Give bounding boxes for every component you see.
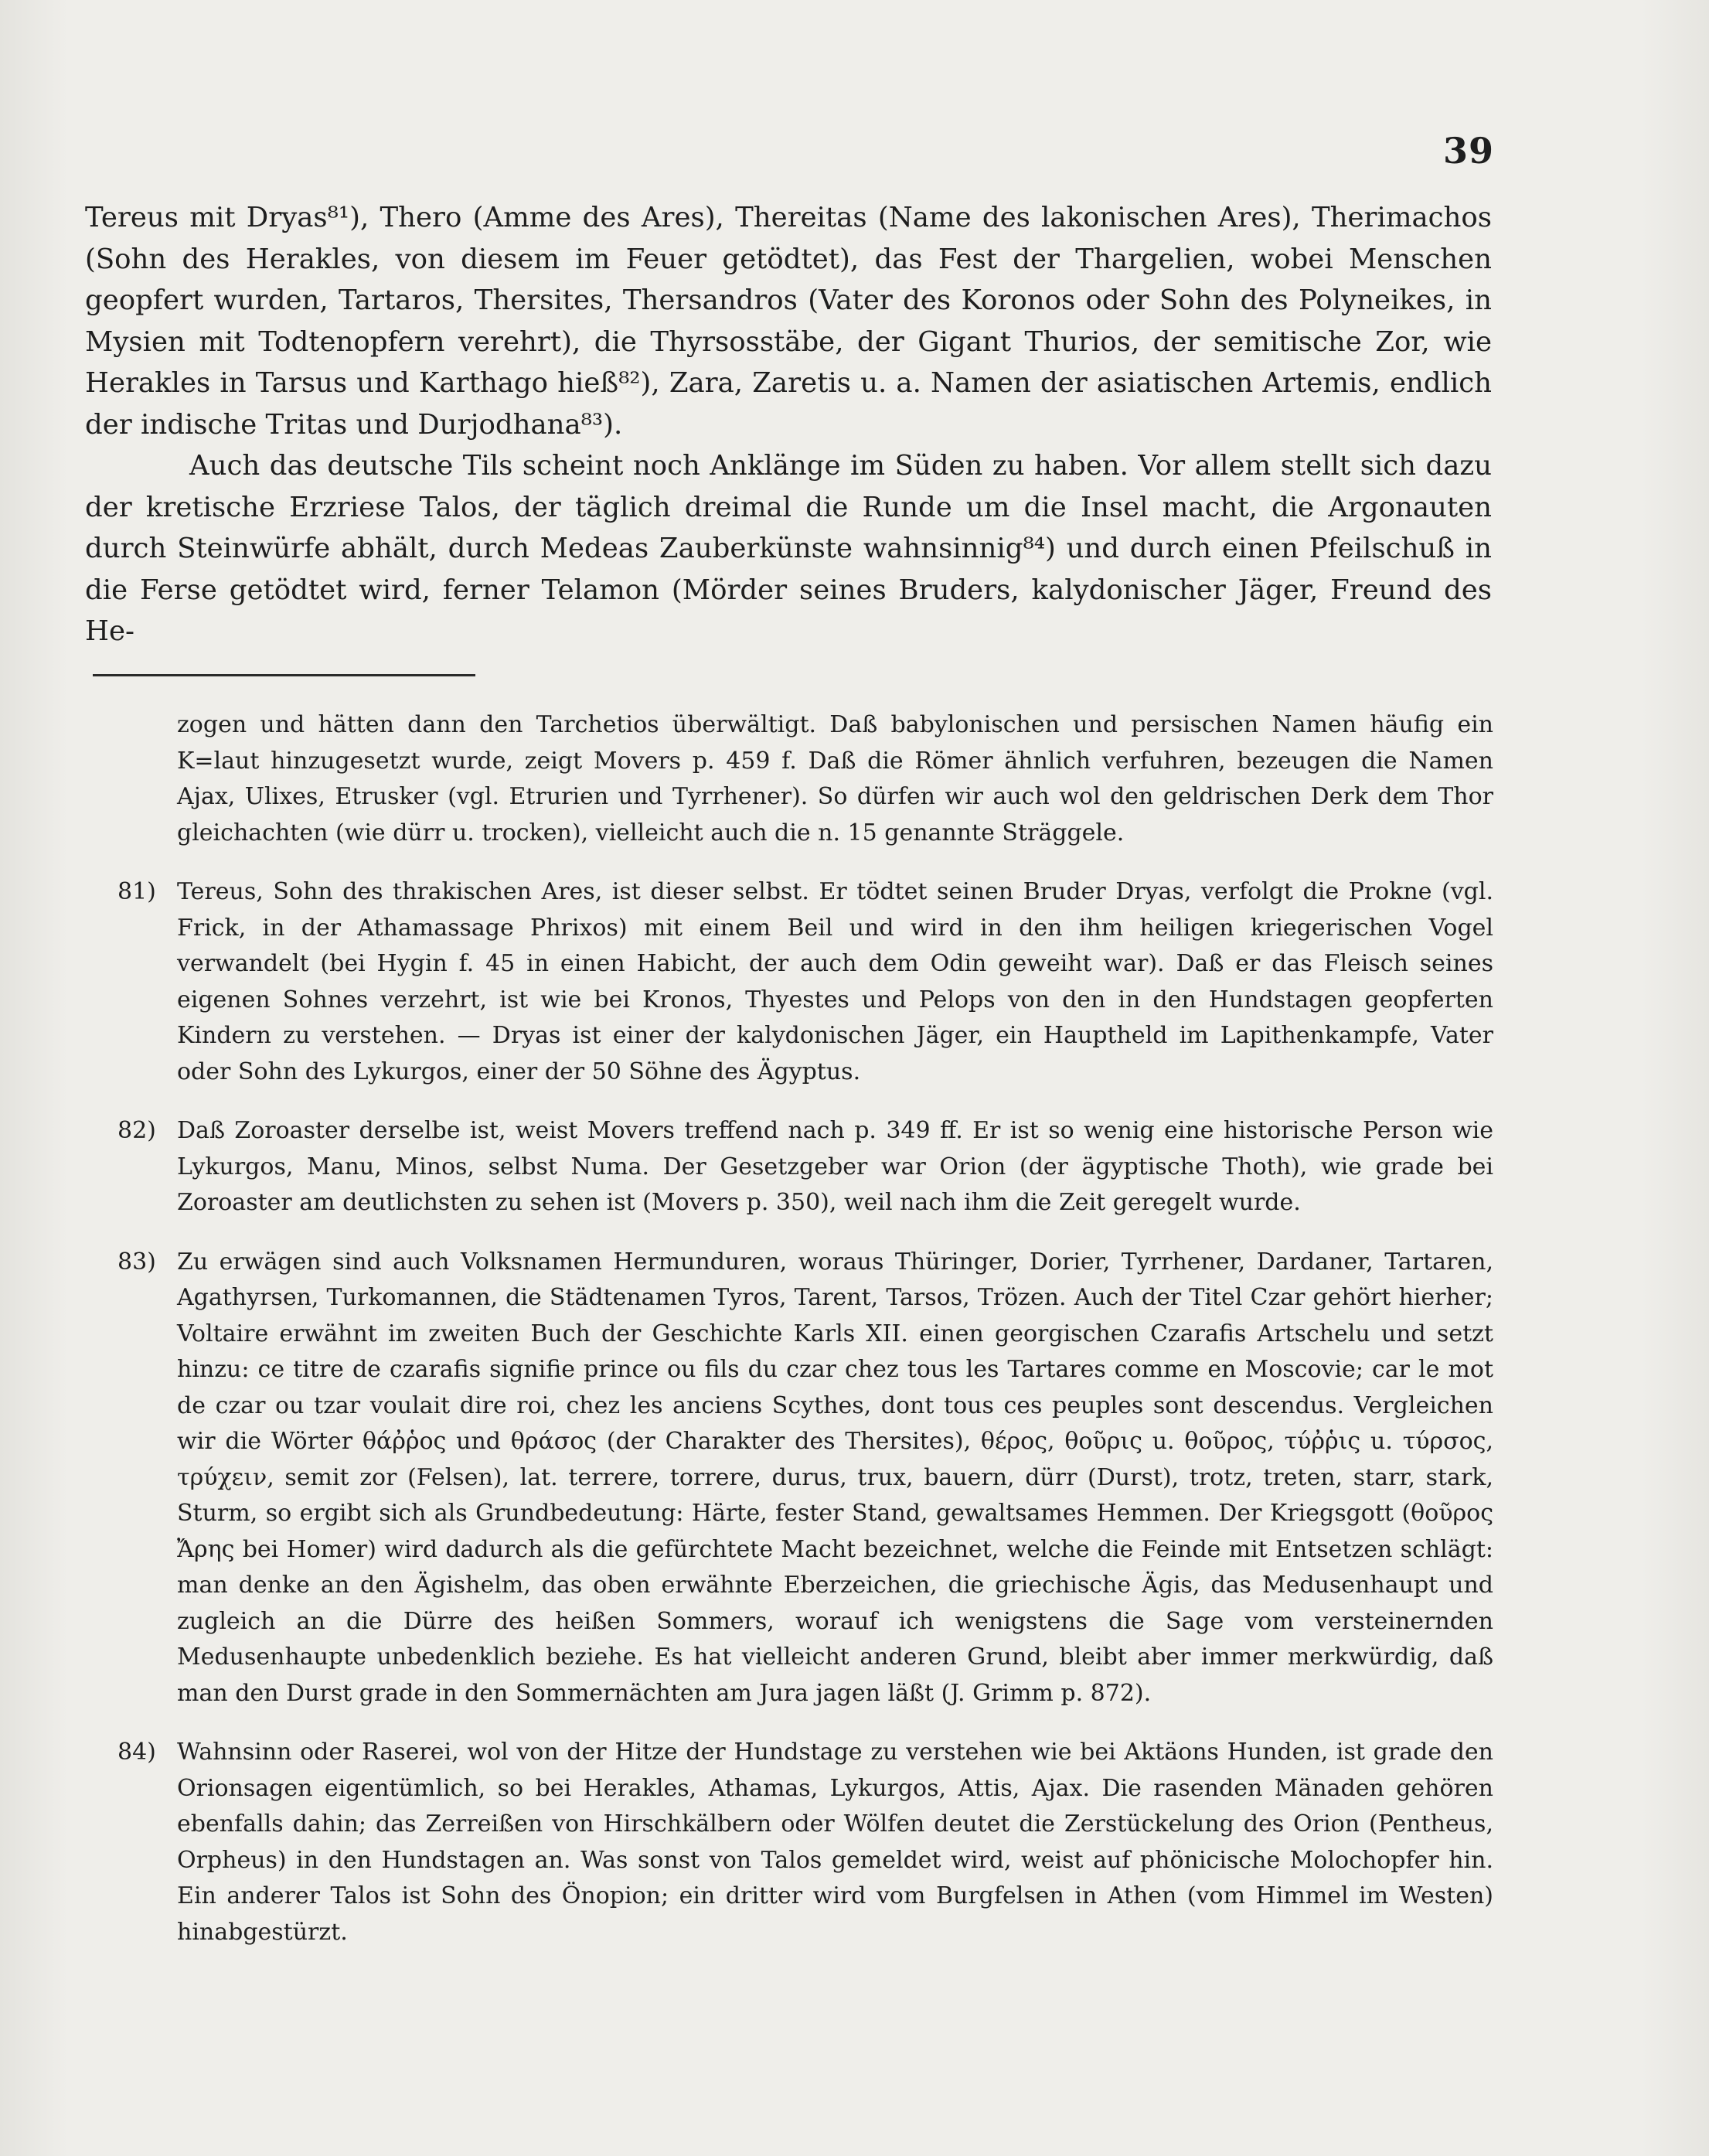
main-text bbox=[85, 197, 1492, 652]
footnote-text: Wahnsinn oder Raserei, wol von der Hitze der Hundstage zu verstehen wie bei Aktäons Hunden, ist grade den Orionsagen eigentümlich, so bei Herakles, Athamas, Lykurgos, Attis, Ajax. Die rasenden Mänaden gehören ebenfalls dahin; das Zerreißen von Hirschkälbern oder Wölfen deutet die Zerstückelung des Orion (Pentheus, Orpheus) in den Hundstagen an. Was sonst von Talos gemeldet wird, weist auf phönicische Molochopfer hin. Ein anderer Talos ist Sohn des Önopion; ein dritter wird vom Burgfelsen in Athen (vom Himmel im Westen) hinabgestürzt. bbox=[177, 1739, 1493, 1946]
footnote-text: zogen und hätten dann den Tarchetios überwältigt. Daß babylonischen und persischen Namen häufig ein K=laut hinzugesetzt wurde, zeigt Movers p. 459 f. Daß die Römer ähnlich verfuhren, bezeugen die Namen Ajax, Ulixes, Etrusker (vgl. Etrurien und Tyrrhener). So dürfen wir auch wol den geldrischen Derk dem Thor gleichachten (wie dürr u. trocken), vielleicht auch die n. 15 genannte Sträggele. bbox=[177, 711, 1493, 846]
footnote-separator bbox=[93, 674, 475, 676]
footnote-text: Zu erwägen sind auch Volksnamen Hermunduren, woraus Thüringer, Dorier, Tyrrhener, Dardaner, Tartaren, Agathyrsen, Turkomannen, die Städtenamen Tyros, Tarent, Tarsos, Trözen. Auch der Titel Czar gehört hierher; Voltaire erwähnt im zweiten Buch der Geschichte Karls XII. einen georgischen Czarafis Artschelu und setzt hinzu: ce titre de czarafis signifie prince ou fils du czar chez tous les Tartares comme en Moscovie; car le mot de czar ou tzar voulait dire roi, chez les anciens Scythes, dont tous ces peuples sont descendus. Vergleichen wir die Wörter θάῤῥος und θράσος (der Charakter des Thersites), θέρος, θοῦρις u. θοῦρος, τύῤῥις u. τύρσος, τρύχειν, semit zor (Felsen), lat. terrere, torrere, durus, trux, bauern, dürr (Durst), trotz, treten, starr, stark, Sturm, so ergibt sich als Grundbedeutung: Härte, fester Stand, gewaltsames Hemmen. Der Kriegsgott (θοῦρος Ἄρης bei Homer) wird dadurch als die gefürchtete Macht bezeichnet, welche die Feinde mit Entsetzen schlägt: man denke an den Ägishelm, das oben erwähnte Eberzeichen, die griechische Ägis, das Medusenhaupt und zugleich an die Dürre des heißen Sommers, worauf ich wenigstens die Sage vom versteinernden Medusenhaupte unbedenklich beziehe. Es hat vielleicht anderen Grund, bleibt aber immer merkwürdig, daß man den Durst grade in den Sommernächten am Jura jagen läßt (J. Grimm p. 872). bbox=[177, 1248, 1493, 1707]
footnote-text: Daß Zoroaster derselbe ist, weist Movers treffend nach p. 349 ff. Er ist so wenig eine historische Person wie Lykurgos, Manu, Minos, selbst Numa. Der Gesetzgeber war Orion (der ägyptische Thoth), wie grade bei Zoroaster am deutlichsten zu sehen ist (Movers p. 350), weil nach ihm die Zeit geregelt wurde. bbox=[177, 1117, 1493, 1216]
footnote-number: 84) bbox=[117, 1739, 156, 1766]
paragraph-1: Tereus mit Dryas⁸¹), Thero (Amme des Ares), Thereitas (Name des lakonischen Ares), Therimachos (Sohn des Herakles, von diesem im Feuer getödtet), das Fest der Thargelien, wobei Menschen geopfert wurden, Tartaros, Thersites, Thersandros (Vater des Koronos oder Sohn des Polyneikes, in Mysien mit Todtenopfern verehrt), die Thyrsosstäbe, der Gigant Thurios, der semitische Zor, wie Herakles in Tarsus und Karthago hieß⁸²), Zara, Zaretis u. a. Namen der asiatischen Artemis, endlich der indische Tritas und Durjodhana⁸³). bbox=[85, 202, 1492, 441]
footnote-84 bbox=[117, 1735, 1493, 1950]
footnote-text: Tereus, Sohn des thrakischen Ares, ist dieser selbst. Er tödtet seinen Bruder Dryas, verfolgt die Prokne (vgl. Frick, in der Athamassage Phrixos) mit einem Beil und wird in den ihm heiligen kriegerischen Vogel verwandelt (bei Hygin f. 45 in einen Habicht, der auch dem Odin geweiht war). Daß er das Fleisch seines eigenen Sohnes verzehrt, ist wie bei Kronos, Thyestes und Pelops von den in den Hundstagen geopferten Kindern zu verstehen. — Dryas ist einer der kalydonischen Jäger, ein Hauptheld im Lapithenkampfe, Vater oder Sohn des Lykurgos, einer der 50 Söhne des Ägyptus. bbox=[177, 878, 1493, 1085]
paragraph-2: Auch das deutsche Tils scheint noch Anklänge im Süden zu haben. Vor allem stellt sich dazu der kretische Erzriese Talos, der täglich dreimal die Runde um die Insel macht, die Argonauten durch Steinwürfe abhält, durch Medeas Zauberkünste wahnsinnig⁸⁴) und durch einen Pfeilschuß in die Ferse getödtet wird, ferner Telamon (Mörder seines Bruders, kalydonischer Jäger, Freund des He- bbox=[85, 450, 1492, 647]
footnote-number: 83) bbox=[117, 1248, 156, 1276]
footnotes bbox=[117, 707, 1493, 1974]
footnote-number: 82) bbox=[117, 1117, 156, 1144]
footnote-number: 81) bbox=[117, 878, 156, 905]
page-number: 39 bbox=[1442, 130, 1494, 172]
footnote-continuation bbox=[117, 707, 1493, 851]
footnote-83 bbox=[117, 1245, 1493, 1712]
footnote-82 bbox=[117, 1113, 1493, 1221]
footnote-81 bbox=[117, 874, 1493, 1090]
